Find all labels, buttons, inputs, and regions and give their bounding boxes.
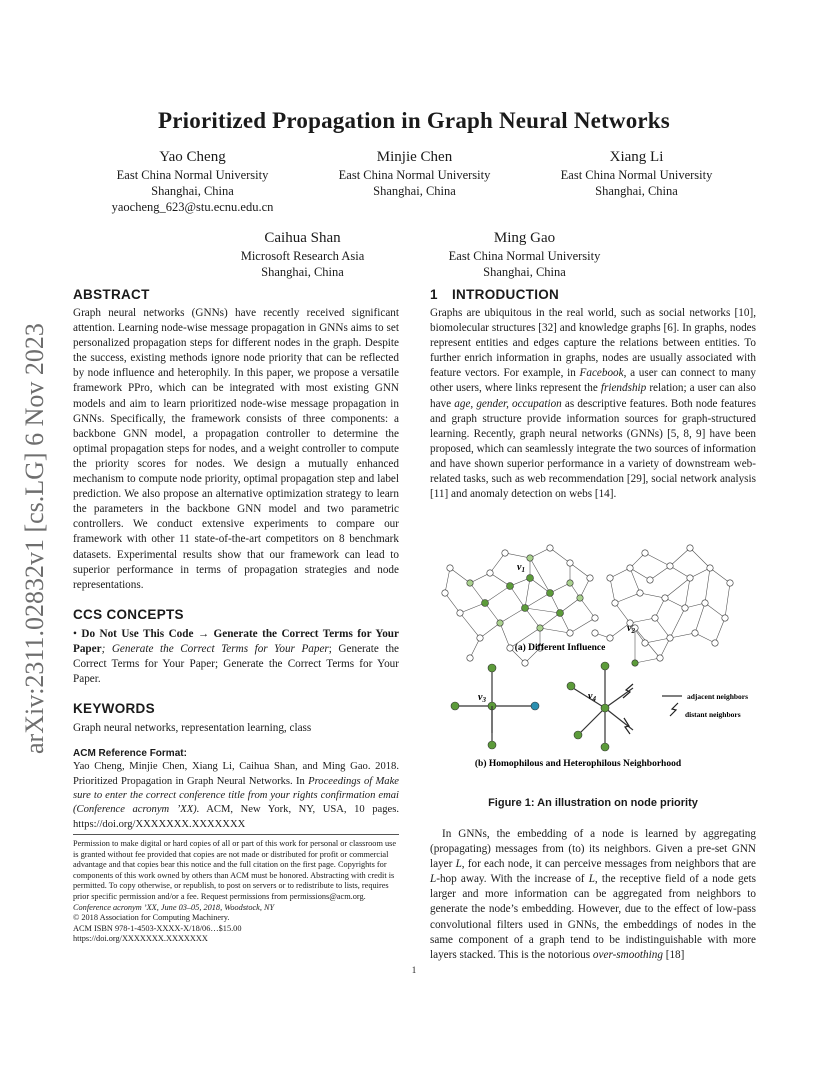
figure-caption: Figure 1: An illustration on node priority [488,797,698,809]
node [642,640,648,646]
ccs-bold: Do Not Use This Code → Generate the Correct Terms for Your Paper [73,627,399,655]
author-block-3 [534,147,739,199]
keywords-heading: KEYWORDS [73,701,155,717]
distant-zigzags [623,684,633,734]
node [612,600,618,606]
arxiv-id: arXiv:2311.02832v1 [cs.LG] 6 Nov 2023 [20,323,49,754]
star-v3 [455,668,535,733]
node [601,743,609,751]
text-italic: L [430,873,437,886]
node [682,605,688,611]
footnote-rule [73,834,399,835]
acm-ref-part: ACM, New York, NY, USA, 10 pages. https://doi.org/XXXXXXX.XXXXXXX [73,804,399,830]
abstract-text: Graph neural networks (GNNs) have recently received significant attention. Learning node-wise message propagation in GNNs aims to set personalized propagation steps for different nodes in the graph. Despite the success, existing methods ignore node priority that can be reflected by node influence and heterophily. In this paper, we propose a versatile framework PPro, which can be integrated with most existing GNN models and aim to learn prioritized node-wise message propagation in GNNs. Specifically, the framework consists of three components: a backbone GNN model, a propagation controller to determine the optimal propagation steps for nodes, and a weight controller to compute the priority scores for nodes. We design a mutually enhanced mechanism to compute node priority, optimal propagation step and label prediction. We also propose an alternative optimization strategy to learn the parameters in the backbone GNN model and two parametric controllers. We conduct extensive experiments to compare our framework with other 11 state-of-the-art competitors on 8 benchmark datasets. Experimental results show that our framework can lead to superior performance in terms of propagation strategies and node representations. [73,307,399,591]
node [507,583,514,590]
section-number: 1 [430,287,438,302]
node [442,590,448,596]
node [667,635,673,641]
node [667,563,673,569]
author-affiliation: East China Normal University [560,168,713,182]
node [687,575,693,581]
text-run: -hop away. With the increase of [436,873,589,886]
permission-text: Permission to make digital or hard copies of all or part of this work for personal or classroom use is granted without fee provided that copies are not made or distributed for profit or commercial advantage and that copies bear this notice and the full citation on the first page. Copyrights for components of this work owned by others than ACM must be honored. Abstracting with credit is permitted. To copy otherwise, or republish, to post on servers or to redistribute to lists, requires prior specific permission and/or a fee. Request permissions from permissions@acm.org. [73,839,397,901]
acm-ref-venue: Proceedings of Make sure to enter the correct conference title from your rights confirmation emai (Conference acronym ’XX). [73,775,400,816]
text-italic: L [455,858,462,871]
node [637,590,643,596]
node [502,550,508,556]
node [537,625,543,631]
node [587,575,593,581]
node [607,635,613,641]
ccs-heading: CCS CONCEPTS [73,606,184,622]
node [577,595,583,601]
node [727,580,733,586]
text-italic: L [588,873,595,886]
right-column-cont [430,827,756,963]
page-number: 1 [411,965,417,975]
text-run: as descriptive features. Both node features and graph structure provide information sources for graph-structured learning. Recently, graph neural networks (GNNs) [5, 8, 9] have been proposed, which can seamlessly integrate the two sources of information and have shown superior performance in a variety of downstream web-related tasks, such as web recommendation [29], social network analysis [11] and anomaly detection on webs [14]. [430,397,756,501]
node [547,545,553,551]
node-v4 [601,704,609,712]
isbn-line: ACM ISBN 978-1-4503-XXXX-X/18/06…$15.00 [73,923,242,933]
node [662,595,668,601]
node-label-v3: $v_3$ [478,692,486,704]
text-italic: friendship [600,382,647,395]
ccs-rest: ; Generate the Correct Terms for Your Paper; Generate the Correct Terms for Your Paper. [73,642,400,686]
ccs-bullet: • [73,627,82,640]
author-block-5 [422,228,627,280]
intro-heading [430,287,756,302]
legend-adjacent-label: adjacent neighbors [687,692,749,701]
left-column [73,287,399,832]
author-location: Shanghai, China [261,265,344,279]
text-run: , a user can connect to many other users, where links represent the [430,367,756,395]
text-italic: age, gender, occupation [454,397,562,410]
node [692,630,698,636]
paper-title: Prioritized Propagation in Graph Neural Networks [158,108,670,133]
node [657,655,663,661]
node [722,615,728,621]
node [592,630,598,636]
author-block-4 [200,228,405,280]
author-affiliation: East China Normal University [448,249,601,263]
node [522,660,528,666]
node [652,615,658,621]
node [607,575,613,581]
node [482,600,489,607]
text-run: relation; a user can also have [430,382,756,410]
node [642,550,648,556]
node [567,682,575,690]
copyright-line: © 2018 Association for Computing Machinery. [73,913,230,923]
figure-1 [430,538,756,809]
author-name: Yao Cheng [159,149,226,165]
node [527,575,534,582]
figure-graphic [430,538,756,773]
node [522,605,529,612]
abstract-heading: ABSTRACT [73,287,150,302]
node [467,655,473,661]
node [712,640,718,646]
author-name: Ming Gao [493,230,556,246]
node [487,570,493,576]
author-location: Shanghai, China [373,184,456,198]
node [702,600,708,606]
arxiv-stamp [14,288,49,758]
text-run: , for each node, it can perceive messages from neighbors that are [461,858,757,871]
text-run: , the receptive field of a node gets larger and more information can be aggregated from neighbors to generate the node’s embedding. However, due to the effect of low-pass convolutional filters used in GNNs, the embeddings of nodes in the same component of a graph tend to be indistinguishable with more layers stacked. This is the notorious [430,873,757,961]
doi-line: https://doi.org/XXXXXXX.XXXXXXX [73,934,208,944]
node [627,565,633,571]
intro-paragraph-1 [430,306,756,502]
author-location: Shanghai, China [483,265,566,279]
author-affiliation: Microsoft Research Asia [240,249,365,263]
author-affiliation: East China Normal University [116,168,269,182]
text-run: Graphs are ubiquitous in the real world, such as social networks [10], biomolecular structures [32] and knowledge graphs [6]. In graphs, nodes represent entities and edges capture the relations between entities. To further enrich information in graphs, nodes are usually associated with feature vectors. For example, in [430,307,756,380]
subcaption-a: (a) Different Influence [514,643,606,653]
node [557,610,564,617]
node-v2 [632,660,638,666]
node [507,645,513,651]
node [601,662,609,670]
node [497,620,503,626]
author-name: Minjie Chen [376,149,453,165]
intro-paragraph-2 [430,827,756,963]
node [467,580,473,586]
author-email: yaocheng_623@stu.ecnu.edu.cn [111,200,274,214]
author-block-1 [90,147,295,215]
text-italic: over-smoothing [592,948,663,961]
legend-distant-glyph [670,703,678,716]
conference-line: Conference acronym ’XX, June 03–05, 2018, Woodstock, NY [73,902,275,912]
author-location: Shanghai, China [151,184,234,198]
acm-ref-text [73,760,399,832]
text-run: In GNNs, the embedding of a node is learned by aggregating (propagating) messages from (to) its neighbors. Given a pre-set GNN layer [430,828,756,871]
node [567,580,573,586]
author-name: Caihua Shan [264,230,341,246]
legend-distant-label: distant neighbors [685,710,741,719]
node [527,555,533,561]
acm-ref-part: Yao Cheng, Minjie Chen, Xiang Li, Caihua Shan, and Ming Gao. 2018. Prioritized Propagation in Graph Neural Networks. In [73,761,399,787]
node [647,577,653,583]
node [477,635,483,641]
keywords-text: Graph neural networks, representation learning, class [73,722,312,735]
node [547,590,554,597]
node-label-v1: $v_1$ [517,562,525,574]
node [488,664,496,672]
node [447,565,453,571]
author-affiliation: East China Normal University [338,168,491,182]
node [488,741,496,749]
right-column [430,287,756,502]
ccs-text [73,627,399,687]
ccs-italic: ; Generate the Correct Terms for Your Paper [101,642,329,655]
text-italic: Facebook [579,367,624,380]
author-block-2 [312,147,517,199]
node [567,630,573,636]
node-label-v4: $v_4$ [588,691,596,703]
node [592,615,598,621]
permission-block [73,839,399,945]
node-label-v2: $v_2$ [627,623,635,635]
node [567,560,573,566]
graph-right-nodes [592,545,733,666]
node [451,702,459,710]
author-location: Shanghai, China [595,184,678,198]
acm-ref-heading: ACM Reference Format: [73,748,187,760]
node [707,565,713,571]
section-title: INTRODUCTION [452,287,560,302]
text-run: [18] [662,948,685,961]
node [687,545,693,551]
node [574,731,582,739]
subcaption-b: (b) Homophilous and Heterophilous Neighborhood [474,759,682,769]
node [457,610,463,616]
node [531,702,539,710]
author-name: Xiang Li [609,149,664,165]
